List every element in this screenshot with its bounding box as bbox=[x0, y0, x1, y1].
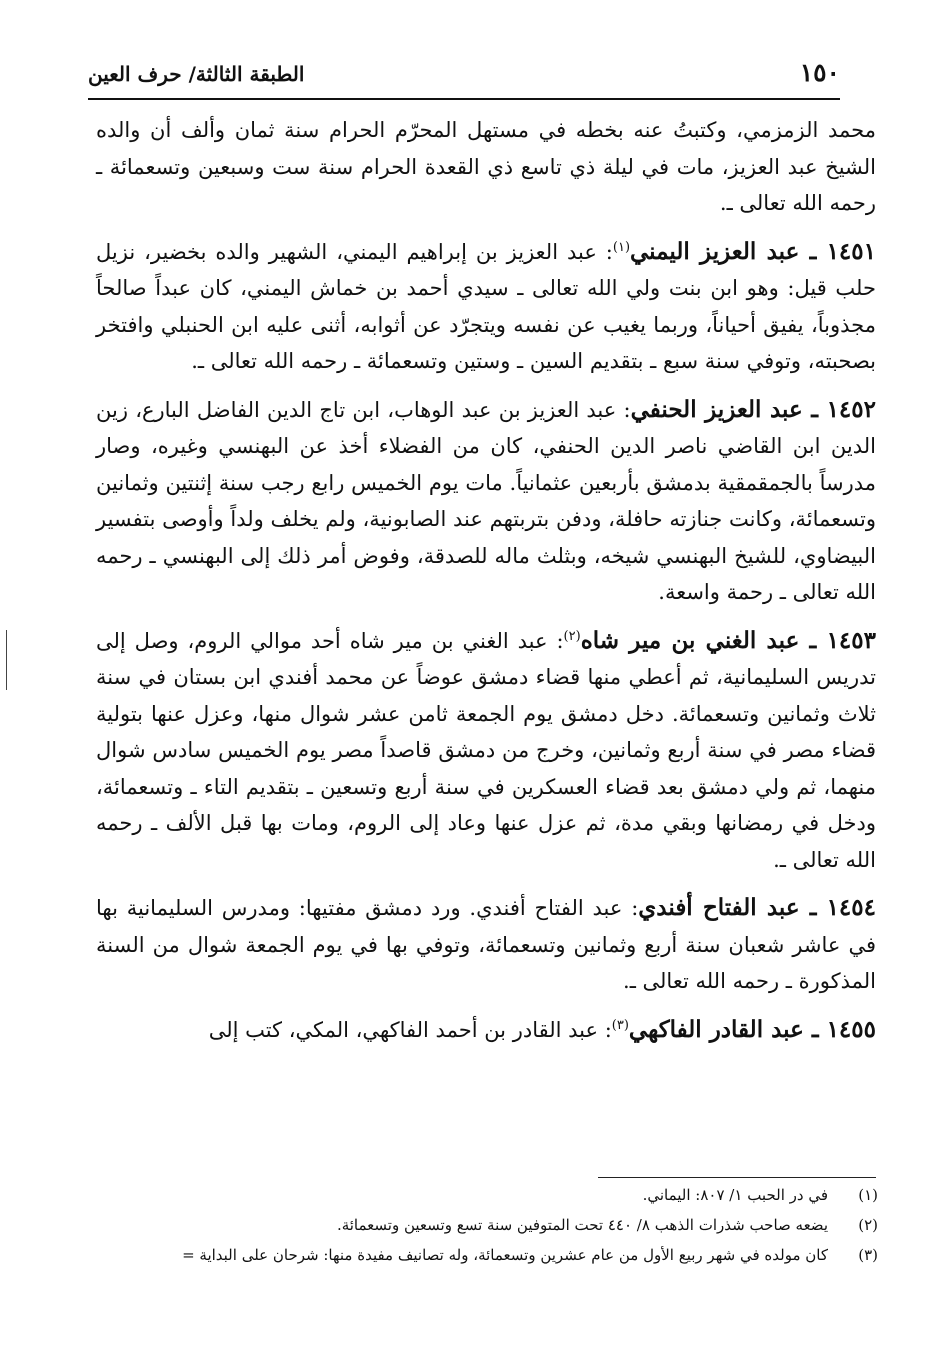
footnote-separator bbox=[598, 1177, 876, 1178]
footnote-number: (٢) bbox=[858, 1216, 878, 1234]
page-number: ١٥٠ bbox=[799, 58, 840, 87]
footnotes bbox=[92, 1180, 878, 1270]
footnote-reference: (١) bbox=[612, 239, 631, 255]
entry-text: : عبد العزيز بن إبراهيم اليمني، الشهير والده بخضير، نزيل حلب قيل: وهو ابن بنت ولي الله تعالى ـ سيدي أحمد بن خماش اليمني، كان عبداً صالحاً مجذوباً، يفيق أحياناً، وربما يغيب عن نفسه ويتجرّد عن أثوابه، أثنى عليه ابن الحنبلي وافتخر بصحبته، وتوفي سنة سبع ـ بتقديم السين ـ وستين وتسعمائة ـ رحمه الله تعالى ـ. bbox=[96, 239, 876, 373]
footnote-text: في در الحبب ١/ ٨٠٧: اليماني. bbox=[642, 1186, 828, 1204]
page-header bbox=[88, 56, 840, 96]
footnote-number: (٣) bbox=[858, 1246, 878, 1264]
entry-text: : عبد الغني بن مير شاه أحد موالي الروم، وصل إلى تدريس السليمانية، ثم أعطي منها قضاء دمشق عوضاً عن محمد أفندي ابن بستان في سنة ثلاث وثمانين وتسعمائة. دخل دمشق يوم الجمعة ثامن عشر شوال منها، وعزل عنها بتولية قضاء مصر في سنة أربع وثمانين، وخرج من دمشق قاصداً مصر يوم الخميس سادس شوال منهما، ثم ولي دمشق بعد قضاء العسكرين في سنة أربع وتسعين ـ بتقديم التاء ـ وتسعمائة، ودخل في رمضانها وبقي مدة، ثم عزل عنها وعاد إلى الروم، ومات بها قبل الألف ـ رحمه الله تعالى ـ. bbox=[96, 628, 876, 872]
entry-heading: ١٤٥٢ ـ عبد العزيز الحنفي bbox=[630, 395, 876, 423]
footnote-number: (١) bbox=[858, 1186, 878, 1204]
footnote-2 bbox=[92, 1210, 878, 1240]
footnote-text: يضعه صاحب شذرات الذهب ٨/ ٤٤٠ تحت المتوفين سنة تسع وتسعين وتسعمائة. bbox=[336, 1216, 828, 1234]
entry-heading: ١٤٥٥ ـ عبد القادر الفاكهي bbox=[628, 1015, 876, 1043]
entry-heading: ١٤٥٤ ـ عبد الفتاح أفندي bbox=[638, 894, 876, 921]
paragraph-continuation bbox=[96, 112, 876, 222]
running-title: الطبقة الثالثة/ حرف العين bbox=[88, 62, 305, 86]
paragraph-text: محمد الزمزمي، وكتبتُ عنه بخطه في مستهل المحرّم الحرام سنة ثمان وألف أن والده الشيخ عبد العزيز، مات في ليلة ذي تاسع ذي القعدة الحرام سنة ست وسبعين وتسعمائة ـ رحمه الله تعالى ـ. bbox=[96, 118, 876, 215]
entry-heading: ١٤٥١ ـ عبد العزيز اليمني bbox=[630, 237, 876, 265]
footnote-1 bbox=[92, 1180, 878, 1210]
footnote-reference: (٢) bbox=[563, 628, 581, 644]
footnote-3 bbox=[92, 1240, 878, 1270]
entry-text: : عبد الفتاح أفندي. ورد دمشق مفتيها: ومدرس السليمانية بها في عاشر شعبان سنة أربع وثمانين وتسعمائة، وتوفي بها في يوم الجمعة شوال من السنة المذكورة ـ رحمه الله تعالى ـ. bbox=[96, 896, 876, 993]
entry-1455 bbox=[96, 1012, 876, 1049]
entry-1454 bbox=[96, 890, 876, 1000]
entry-1451 bbox=[96, 234, 876, 380]
entry-text: : عبد العزيز بن عبد الوهاب، ابن تاج الدين الفاضل البارع، زين الدين ابن القاضي ناصر الدين الحنفي، كان من الفضلاء أخذ عن البهنسي وغيره، وصار مدرساً بالجمقمقية بدمشق بأربعين عثمانياً. مات يوم الخميس رابع رجب سنة إثنتين وثمانين وتسعمائة، وكانت جنازته حافلة، ودفن بتربتهم عند الصابونية، ولم يخلف ولداً وأوصى بتفسير البيضاوي، للشيخ البهنسي شيخه، وبثلث ماله للصدقة، وفوض أمر ذلك إلى البهنسي ـ رحمه الله تعالى ـ رحمة واسعة. bbox=[96, 397, 876, 604]
entry-text: : عبد القادر بن أحمد الفاكهي، المكي، كتب إلى bbox=[208, 1017, 612, 1042]
header-rule bbox=[88, 98, 840, 100]
main-text bbox=[96, 112, 876, 1060]
entry-1452 bbox=[96, 392, 876, 611]
entry-heading: ١٤٥٣ ـ عبد الغني بن مير شاه bbox=[580, 626, 876, 654]
scan-margin-mark bbox=[6, 630, 7, 690]
entry-1453 bbox=[96, 623, 876, 879]
footnote-text: كان مولده في شهر ربيع الأول من عام عشرين وتسعمائة، وله تصانيف مفيدة منها: شرحان على البداية = bbox=[182, 1246, 828, 1264]
footnote-reference: (٣) bbox=[611, 1017, 629, 1033]
